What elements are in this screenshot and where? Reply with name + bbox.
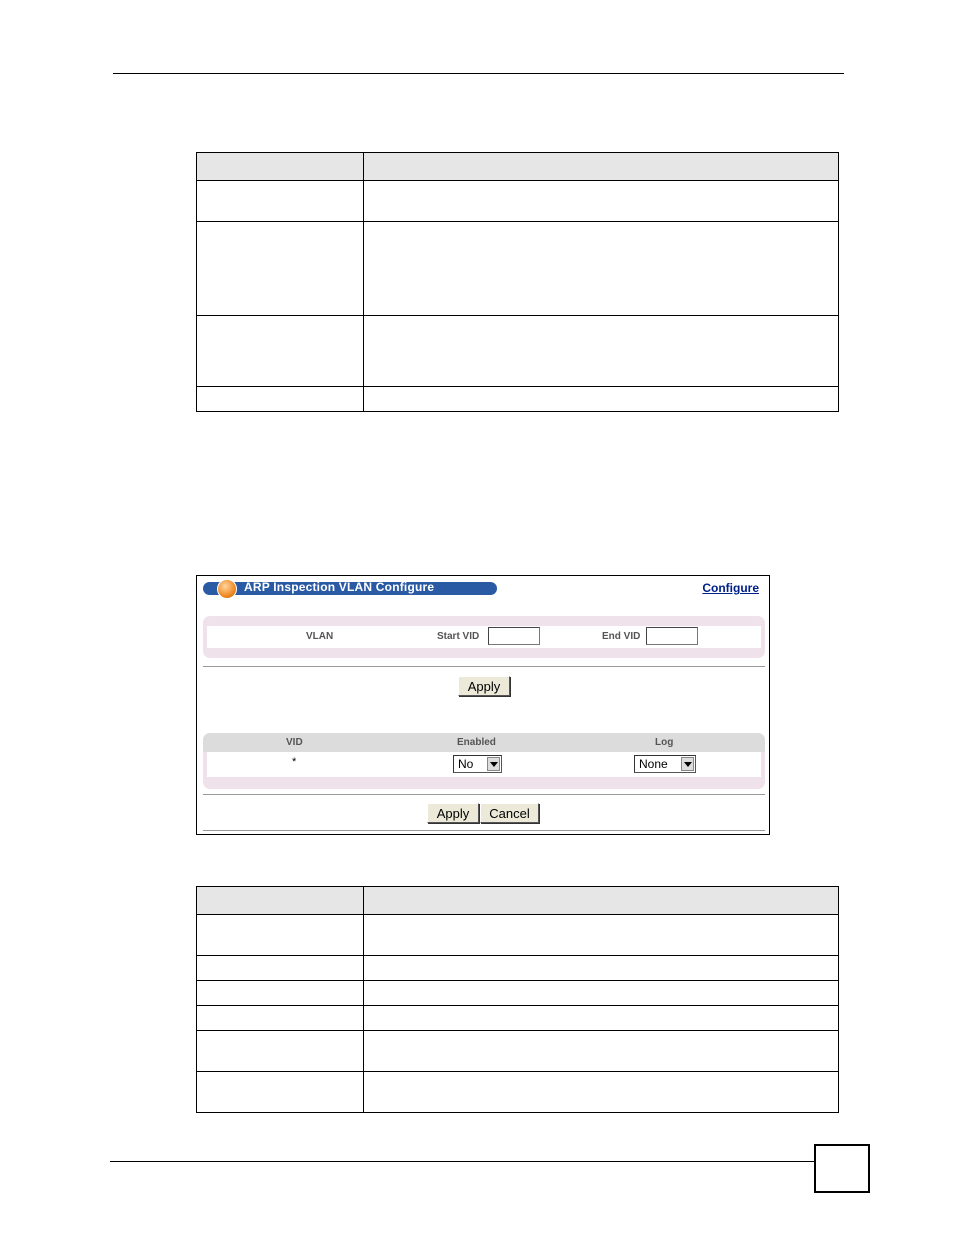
table-cell bbox=[197, 387, 364, 412]
table-cell bbox=[364, 222, 839, 316]
table-header-cell bbox=[364, 153, 839, 181]
apply-button[interactable]: Apply bbox=[458, 676, 510, 696]
table-cell bbox=[364, 387, 839, 412]
vlan-table-header bbox=[203, 733, 765, 752]
vlan-table-band bbox=[203, 733, 765, 789]
page-number-box bbox=[814, 1144, 870, 1193]
table-cell bbox=[364, 1006, 839, 1031]
table-row bbox=[207, 752, 761, 777]
table-cell bbox=[197, 1006, 364, 1031]
configure-link[interactable]: Configure bbox=[702, 581, 759, 595]
vlan-range-band bbox=[203, 616, 765, 658]
enabled-select[interactable]: No bbox=[453, 755, 502, 773]
divider bbox=[203, 830, 765, 831]
table-cell bbox=[197, 1072, 364, 1113]
vlan-label: VLAN bbox=[306, 631, 334, 642]
table-cell bbox=[364, 181, 839, 222]
log-select[interactable]: None bbox=[634, 755, 696, 773]
table-cell bbox=[197, 316, 364, 387]
end-vid-input[interactable] bbox=[646, 627, 698, 645]
arp-inspection-vlan-screenshot bbox=[196, 575, 770, 835]
footer-rule bbox=[110, 1161, 814, 1162]
table-cell bbox=[197, 222, 364, 316]
table-cell bbox=[197, 981, 364, 1006]
end-vid-label: End VID bbox=[602, 631, 641, 642]
header-vid: VID bbox=[286, 737, 303, 748]
table-header-cell bbox=[197, 153, 364, 181]
table-cell bbox=[364, 915, 839, 956]
orb-icon bbox=[217, 579, 237, 599]
header-enabled: Enabled bbox=[457, 737, 496, 748]
apply-button-2[interactable]: Apply bbox=[427, 803, 479, 823]
table-cell bbox=[197, 181, 364, 222]
table-cell bbox=[197, 956, 364, 981]
header-rule bbox=[113, 73, 844, 74]
start-vid-label: Start VID bbox=[437, 631, 480, 642]
start-vid-input[interactable] bbox=[488, 627, 540, 645]
table-header-cell bbox=[197, 887, 364, 915]
divider bbox=[203, 794, 765, 795]
table-cell bbox=[364, 316, 839, 387]
chevron-down-icon bbox=[681, 757, 694, 771]
screen-title: ARP Inspection VLAN Configure bbox=[244, 580, 435, 594]
table-cell bbox=[364, 1072, 839, 1113]
chevron-down-icon bbox=[487, 757, 500, 771]
table-cell bbox=[197, 1031, 364, 1072]
row-vid: * bbox=[292, 756, 297, 768]
table-cell bbox=[364, 981, 839, 1006]
description-table-1 bbox=[196, 152, 839, 412]
divider bbox=[203, 666, 765, 667]
cancel-button[interactable]: Cancel bbox=[480, 803, 539, 823]
description-table-2 bbox=[196, 886, 839, 1113]
table-cell bbox=[364, 956, 839, 981]
table-header-cell bbox=[364, 887, 839, 915]
header-log: Log bbox=[655, 737, 674, 748]
table-cell bbox=[197, 915, 364, 956]
table-cell bbox=[364, 1031, 839, 1072]
